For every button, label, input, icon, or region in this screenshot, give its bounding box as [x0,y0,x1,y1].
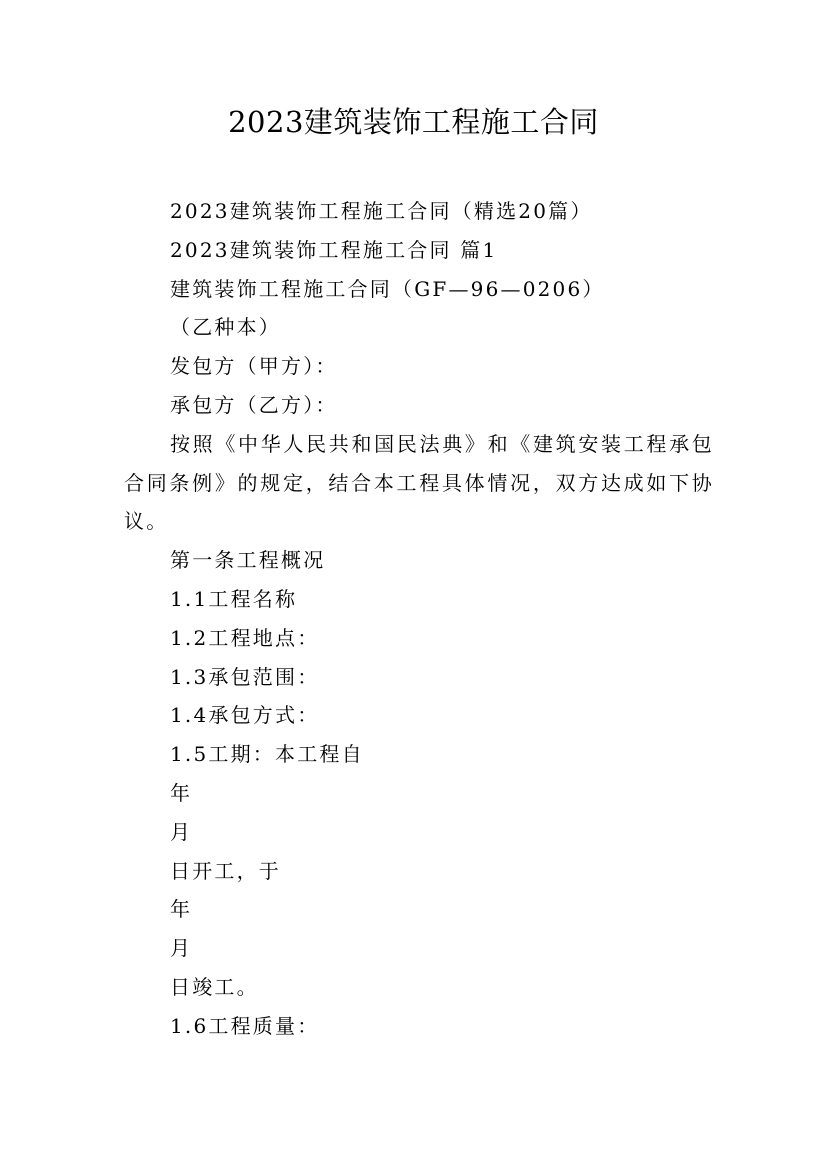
paragraph-item-1-3: 1.3承包范围： [170,664,320,689]
paragraph-end-month: 月 [170,936,193,961]
paragraph-preamble: 按照《中华人民共和国民法典》和《建筑安装工程承包合同条例》的规定，结合本工程具体情况，双方达成如下协议。 [124,431,714,534]
paragraph-chapter-heading: 2023建筑装饰工程施工合同 篇1 [170,237,498,262]
paragraph-subtitle: 2023建筑装饰工程施工合同（精选20篇） [170,199,593,223]
document-body [124,192,714,1046]
paragraph-end-year: 年 [170,897,193,922]
paragraph-item-1-4: 1.4承包方式： [170,703,320,728]
paragraph-item-1-2: 1.2工程地点： [170,625,320,650]
paragraph-item-1-1: 1.1工程名称 [170,586,298,611]
paragraph-item-1-5: 1.5工期：本工程自 [170,742,364,767]
paragraph-article-1: 第一条工程概况 [170,548,326,573]
paragraph-start-month: 月 [170,819,193,844]
paragraph-version: （乙种本） [170,315,281,340]
paragraph-contract-name: 建筑装饰工程施工合同（GF—96—0206） [170,276,605,301]
paragraph-start-year: 年 [170,780,193,805]
paragraph-item-1-6: 1.6工程质量： [170,1013,320,1038]
paragraph-party-b: 承包方（乙方）： [170,392,338,417]
paragraph-start-day: 日开工，于 [170,858,281,883]
document-title: 2023建筑装饰工程施工合同 [228,105,599,139]
paragraph-end-day: 日竣工。 [170,974,259,999]
paragraph-party-a: 发包方（甲方）： [170,354,338,379]
